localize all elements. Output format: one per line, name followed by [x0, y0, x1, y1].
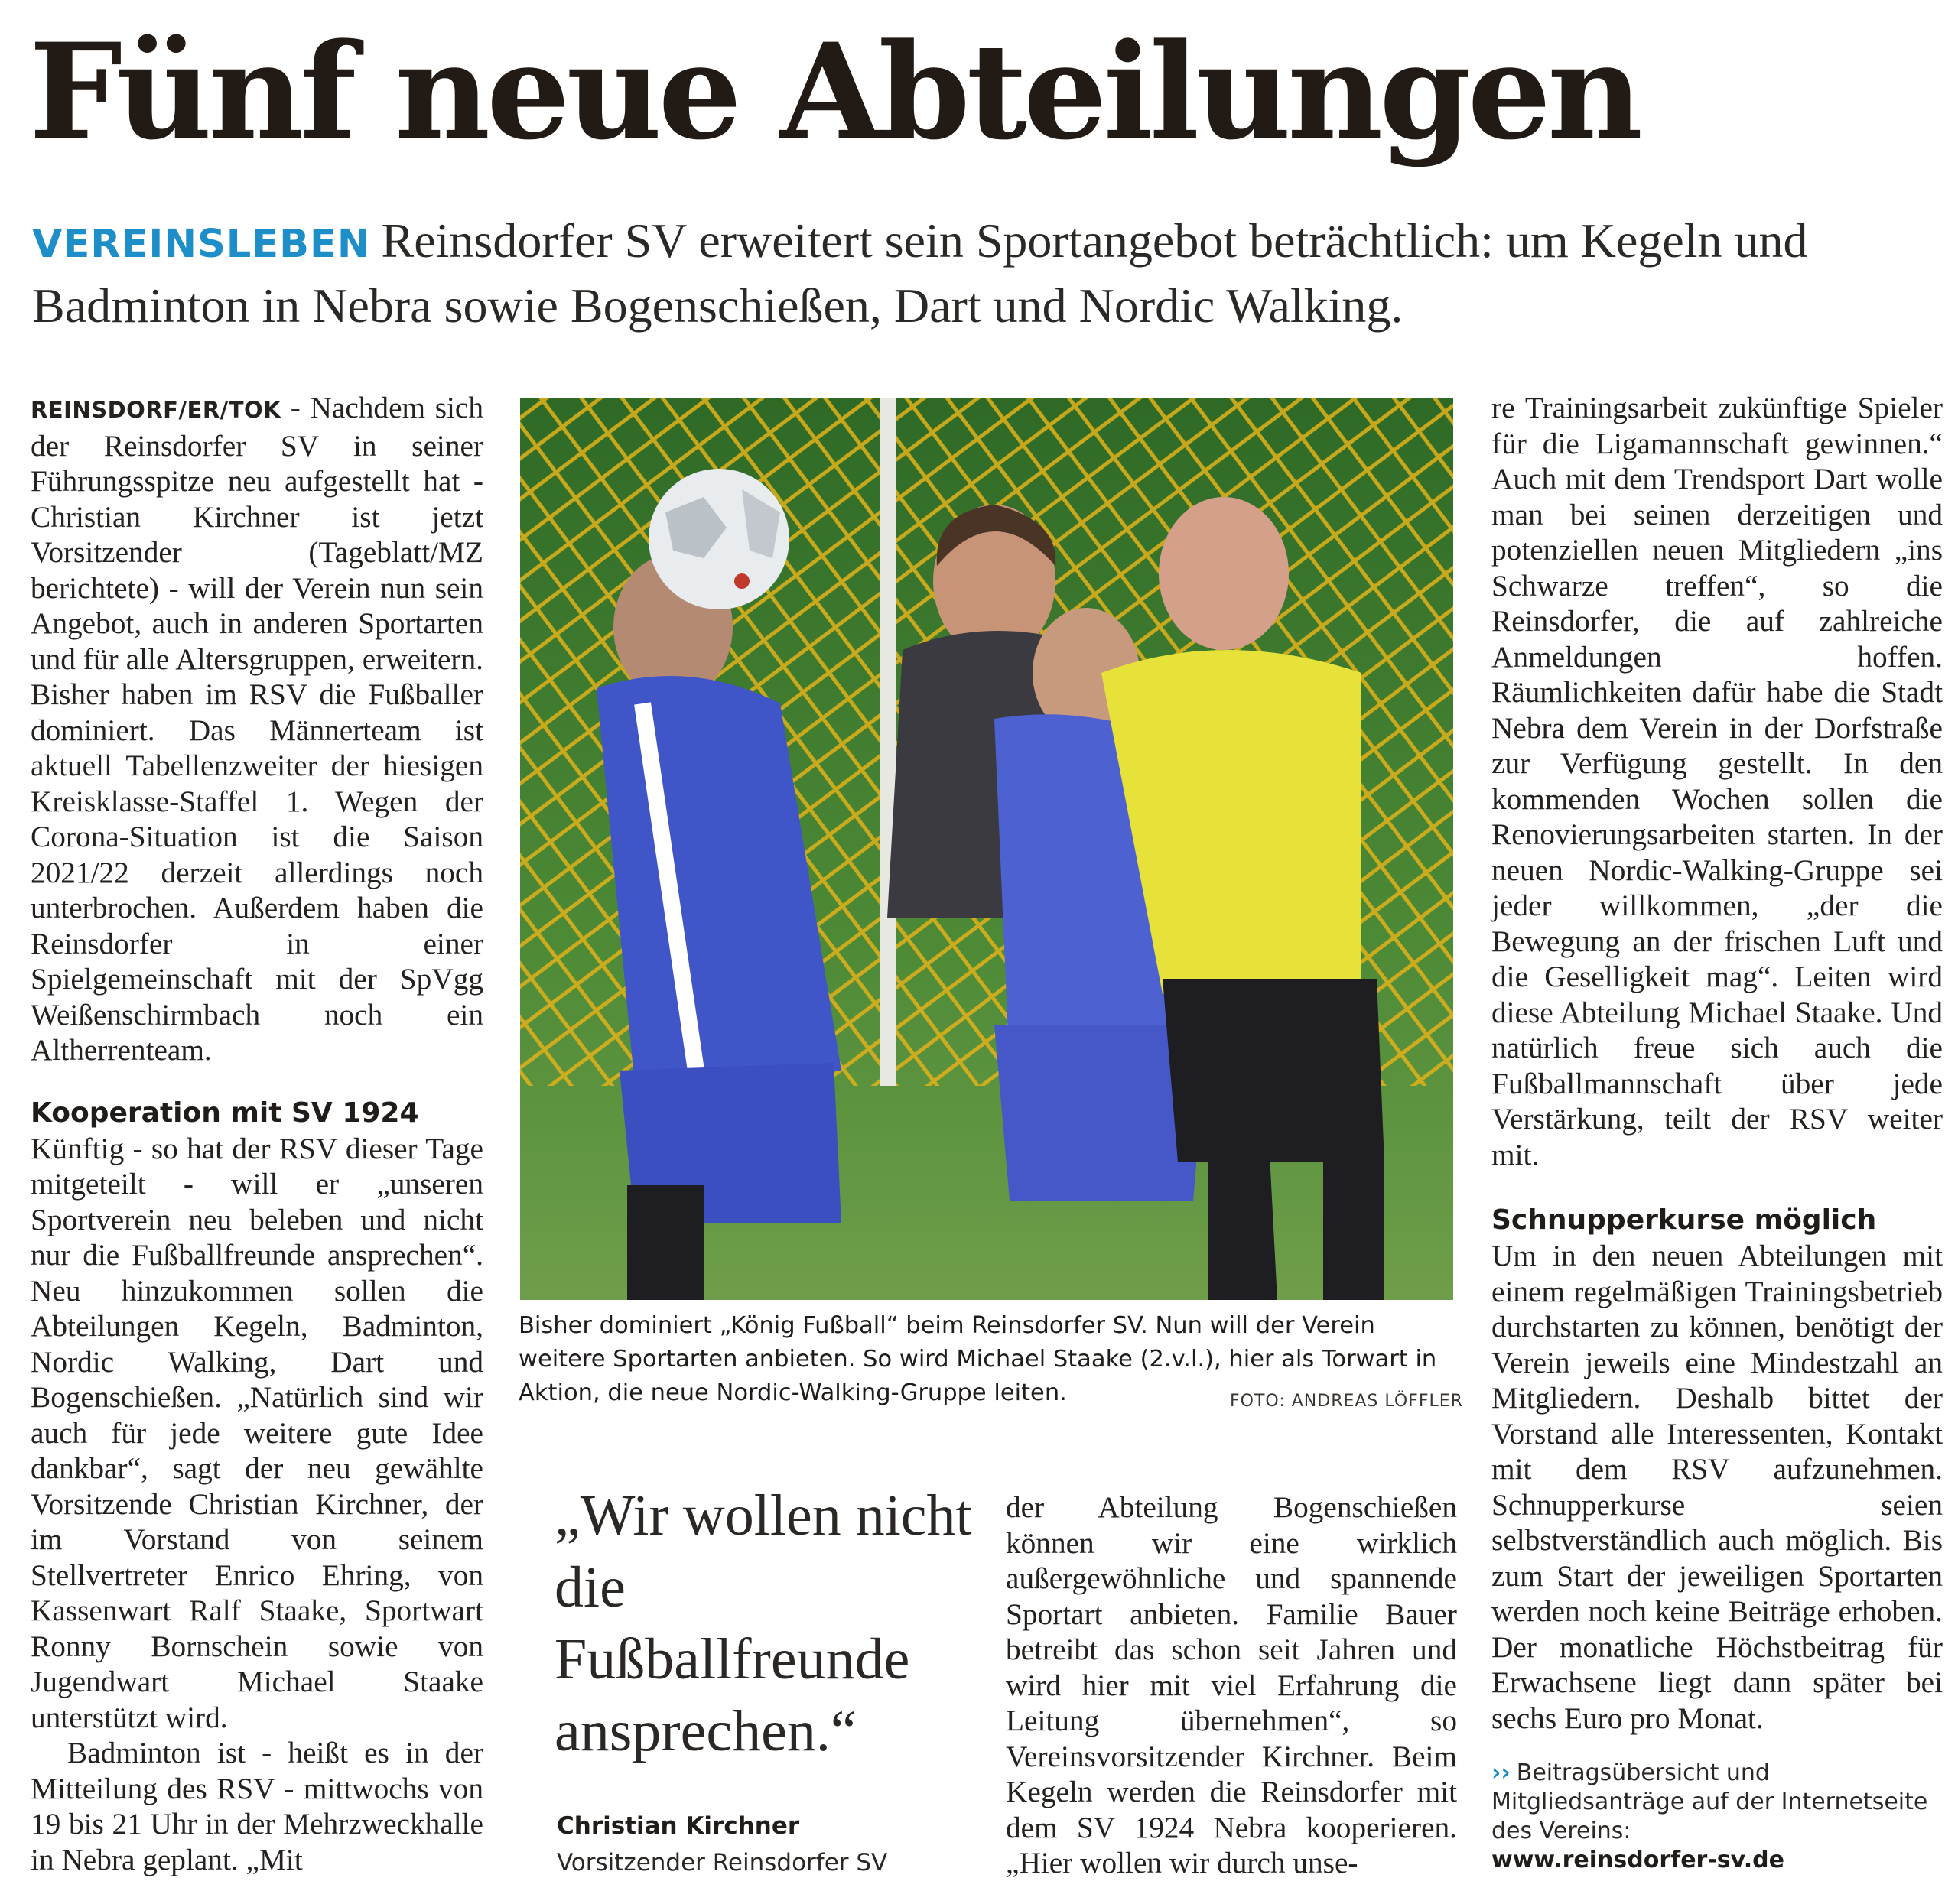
- article-column-middle: [1006, 1490, 1457, 1881]
- quote-author-name: Christian Kirchner: [557, 1812, 800, 1840]
- photo-credit: FOTO: ANDREAS LÖFFLER: [1230, 1392, 1463, 1411]
- subheading-kooperation: Kooperation mit SV 1924: [31, 1097, 419, 1129]
- photo-caption: Bisher dominiert „König Fußball“ beim Reinsdorfer SV. Nun will der Verein weitere Sportarten anbieten. So wird Michael Staake (2.v.l.), hier als Torwart in Aktion, die neue Nordic-Walking-Gruppe leiten.: [519, 1312, 1437, 1406]
- website-link[interactable]: www.reinsdorfer-sv.de: [1491, 1847, 1784, 1873]
- kicker-label: VEREINSLEBEN: [32, 222, 371, 267]
- dateline: REINSDORF/ER/TOK: [31, 397, 281, 423]
- headline: Fünf neue Abteilungen: [29, 14, 1640, 169]
- paragraph-dart: re Trainingsarbeit zukünftige Spieler für die Ligamannschaft gewinnen.“ Auch mit dem Trendsport Dart wolle man bei seinen derzeitigen und potenziellen neuen Mitgliedern „ins Schwarze treffen“, so die Reinsdorfer, die auf zahlreiche Anmeldungen hoffen. Räumlichkeiten dafür habe die Stadt Nebra dem Verein in der Dorfstraße zur Verfügung gestellt. In den kommenden Wochen sollen die Renovierungsarbeiten starten. In der neuen Nordic-Walking-Gruppe sei jeder willkommen, „der die Bewegung an der frischen Luft und die Geselligkeit mag“. Leiten wird diese Abteilung Michael Staake. Und natürlich freue sich auch die Fußballmannschaft über jede Verstärkung, teilt der RSV weiter mit.: [1491, 391, 1943, 1171]
- info-text: Beitragsübersicht und Mitgliedsanträge auf der Internetseite des Vereins:: [1491, 1759, 1928, 1844]
- football-scene-image: [520, 398, 1453, 1300]
- intro-paragraph: [31, 390, 483, 1068]
- intro-text: - Nachdem sich der Reinsdorfer SV in seiner Führungsspitze neu aufgestellt hat - Christian Kirchner ist jetzt Vorsitzender (Tageblatt/MZ berichtete) - will der Verein nun sein Angebot, auch in anderen Sportarten und für alle Altersgruppen, erweitern. Bisher haben im RSV die Fußballer dominiert. Das Männerteam ist aktuell Tabellenzweiter der hiesigen Kreisklasse-Staffel 1. Wegen der Corona-Situation ist die Saison 2021/22 derzeit allerdings noch unterbrochen. Außerdem haben die Reinsdorfer in einer Spielgemeinschaft mit der SpVgg Weißenschirmbach noch ein Altherrenteam.: [31, 391, 483, 1067]
- chevron-right-icon: ››: [1491, 1759, 1511, 1786]
- paragraph-badminton: Badminton ist - heißt es in der Mitteilung des RSV - mittwochs von 19 bis 21 Uhr in der Mehrzweckhalle in Nebra geplant. „Mit: [31, 1736, 483, 1876]
- paragraph-kooperation: Künftig - so hat der RSV dieser Tage mitgeteilt - will er „unseren Sportverein neu beleben und nicht nur die Fußballfreunde ansprechen“. Neu hinzukommen sollen die Abteilungen Kegeln, Badminton, Nordic Walking, Dart und Bogenschießen. „Natürlich sind wir auch für jede weitere gute Idee dankbar“, sagt der neu gewählte Vorsitzende Christian Kirchner, der im Vorstand von seinem Stellvertreter Enrico Ehring, von Kassenwart Ralf Staake, Sportwart Ronny Bornschein sowie von Jugendwart Michael Staake unterstützt wird.: [31, 1131, 483, 1734]
- article-photo: [520, 398, 1453, 1300]
- article-column-left: [31, 390, 483, 1877]
- subheading-schnupperkurse: Schnupperkurse möglich: [1491, 1204, 1877, 1236]
- info-box: [1491, 1759, 1943, 1875]
- paragraph-schnupperkurse: Um in den neuen Abteilungen mit einem regelmäßigen Trainingsbetrieb durchstarten zu können, benötigt der Verein jeweils eine Mindestzahl an Mitgliedern. Deshalb bittet der Vorstand alle Interessenten, Kontakt mit dem RSV aufzunehmen. Schnupperkurse seien selbstverständlich auch möglich. Bis zum Start der jeweiligen Sportarten werden noch keine Beiträge erhoben. Der monatliche Höchstbeitrag für Erwachsene liegt dann später bei sechs Euro pro Monat.: [1491, 1239, 1943, 1735]
- quote-author-role: Vorsitzender Reinsdorfer SV: [557, 1849, 888, 1876]
- article-column-right: [1491, 390, 1943, 1875]
- subheadline-block: [32, 210, 1929, 336]
- subheadline: Reinsdorfer SV erweitert sein Sportangebot beträchtlich: um Kegeln und Badminton in Nebra sowie Bogenschießen, Dart und Nordic Walking.: [32, 213, 1808, 333]
- pull-quote: „Wir wollen nicht die Fußballfreunde ansprechen.“: [555, 1483, 972, 1763]
- paragraph-bogenschiessen: der Abteilung Bogenschießen können wir eine wirklich außergewöhnliche und spannende Sportart anbieten. Familie Bauer betreibt das schon seit Jahren und wird hier mit viel Erfahrung die Leitung übernehmen“, so Vereinsvorsitzender Kirchner. Beim Kegeln werden die Reinsdorfer mit dem SV 1924 Nebra kooperieren. „Hier wollen wir durch unse-: [1006, 1490, 1457, 1880]
